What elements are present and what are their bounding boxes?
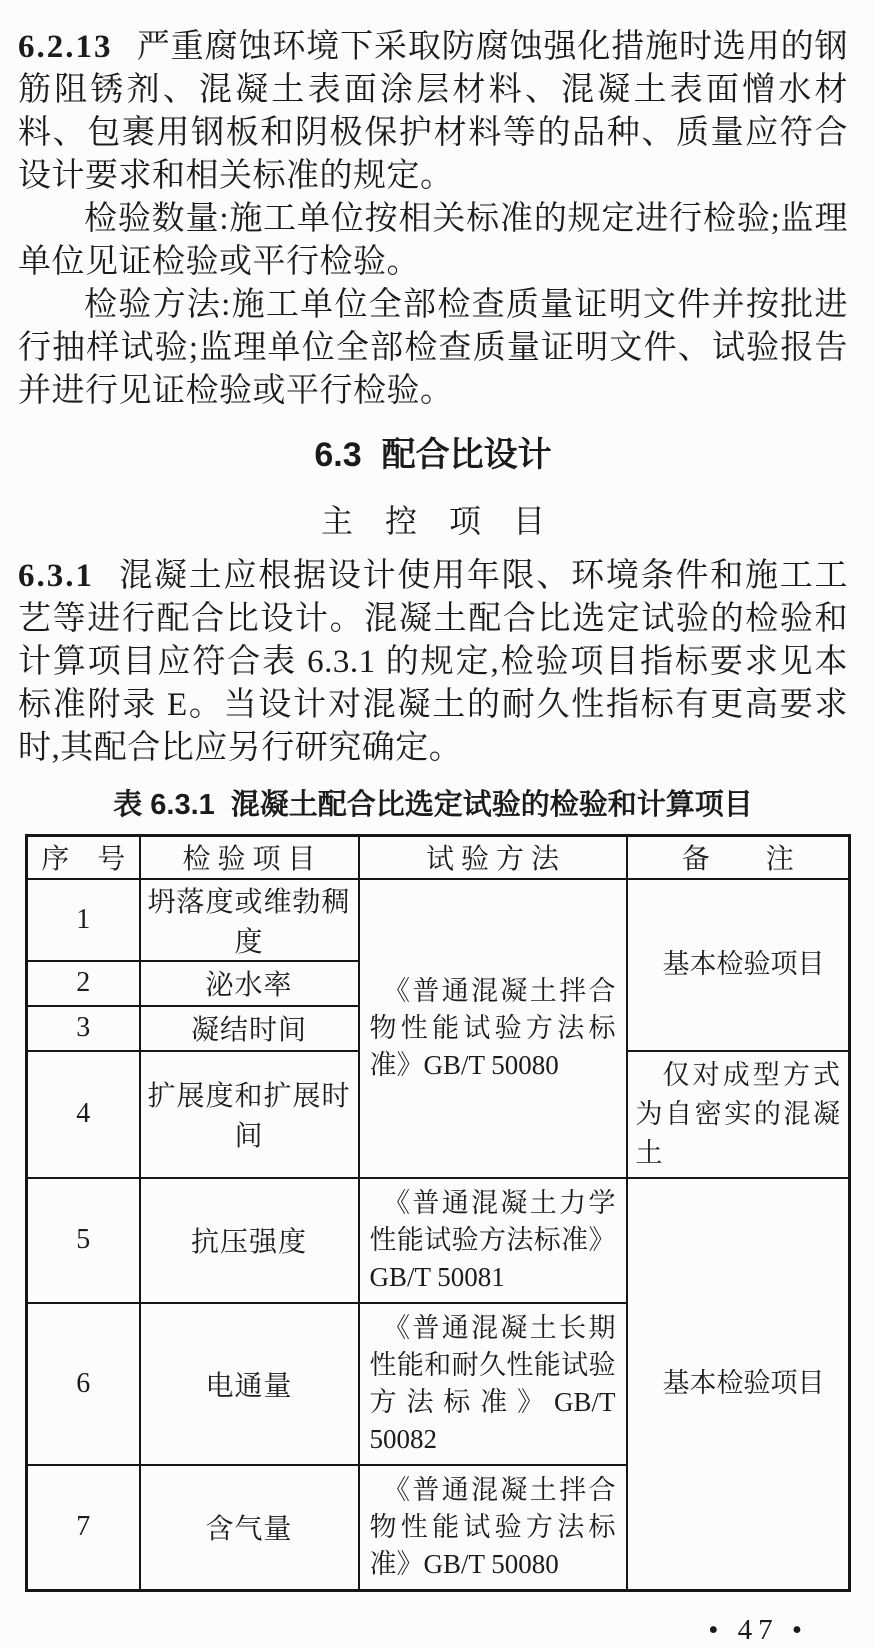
clause-6-2-13-paragraph xyxy=(18,26,848,198)
seq-cell: 3 xyxy=(27,1006,140,1051)
section-heading xyxy=(18,433,848,477)
seq-cell: 6 xyxy=(27,1303,140,1465)
clause-6-3-1-paragraph xyxy=(18,555,848,770)
section-title: 配合比设计 xyxy=(381,436,552,474)
note-cell-row-4: 仅对成型方式为自密实的混凝土 xyxy=(627,1051,850,1178)
note-cell-rows-5-7: 基本检验项目 xyxy=(627,1178,850,1591)
clause-6-3-1-text: 混凝土应根据设计使用年限、环境条件和施工工艺等进行配合比设计。混凝土配合比选定试验的检验和计算项目应符合表 6.3.1 的规定,检验项目指标要求见本标准附录 E。当设计对混凝土的耐久性指标有更高要求时,其配合比应另行研究确定。 xyxy=(18,558,848,766)
method-cell-row-5: 《普通混凝土力学性能试验方法标准》GB/T 50081 xyxy=(359,1178,627,1303)
method-cell-row-6: 《普通混凝土长期性能和耐久性能试验方法标准》GB/T 50082 xyxy=(359,1303,627,1465)
table-caption-label: 表 6.3.1 xyxy=(113,789,215,821)
seq-cell: 5 xyxy=(27,1178,140,1303)
item-cell: 扩展度和扩展时间 xyxy=(140,1051,359,1178)
item-cell: 含气量 xyxy=(140,1465,359,1591)
header-seq: 序 号 xyxy=(27,836,140,879)
header-item: 检 验 项 目 xyxy=(140,836,359,879)
seq-cell: 2 xyxy=(27,961,140,1006)
method-cell-row-7: 《普通混凝土拌合物性能试验方法标准》GB/T 50080 xyxy=(359,1465,627,1591)
subsection-heading: 主 控 项 目 xyxy=(320,503,545,539)
item-cell: 抗压强度 xyxy=(140,1178,359,1303)
item-cell: 泌水率 xyxy=(140,961,359,1006)
page-number: • 47 • xyxy=(708,1613,808,1646)
note-cell-rows-1-3: 基本检验项目 xyxy=(627,879,850,1051)
item-cell: 电通量 xyxy=(140,1303,359,1465)
header-note: 备 注 xyxy=(627,836,850,879)
seq-cell: 1 xyxy=(27,879,140,961)
clause-6-2-13-text: 严重腐蚀环境下采取防腐蚀强化措施时选用的钢筋阻锈剂、混凝土表面涂层材料、混凝土表面憎水材料、包裹用钢板和阴极保护材料等的品种、质量应符合设计要求和相关标准的规定。 xyxy=(18,29,848,194)
seq-cell: 7 xyxy=(27,1465,140,1591)
table-row xyxy=(27,879,850,961)
table-caption-title: 混凝土配合比选定试验的检验和计算项目 xyxy=(230,789,753,821)
clause-6-3-1-number: 6.3.1 xyxy=(18,558,94,594)
item-cell: 凝结时间 xyxy=(140,1006,359,1051)
inspection-method-paragraph: 检验方法:施工单位全部检查质量证明文件并按批进行抽样试验;监理单位全部检查质量证明文件、试验报告并进行见证检验或平行检验。 xyxy=(18,287,848,409)
table-header-row xyxy=(27,836,850,879)
method-cell-rows-1-4: 《普通混凝土拌合物性能试验方法标准》GB/T 50080 xyxy=(359,879,627,1178)
inspection-items-table xyxy=(25,834,851,1592)
table-row xyxy=(27,1178,850,1303)
section-number: 6.3 xyxy=(314,436,362,474)
item-cell: 坍落度或维勃稠度 xyxy=(140,879,359,961)
header-method: 试 验 方 法 xyxy=(359,836,627,879)
seq-cell: 4 xyxy=(27,1051,140,1178)
inspection-quantity-paragraph: 检验数量:施工单位按相关标准的规定进行检验;监理单位见证检验或平行检验。 xyxy=(18,201,848,280)
clause-6-2-13-number: 6.2.13 xyxy=(18,29,113,65)
table-caption xyxy=(18,786,848,824)
